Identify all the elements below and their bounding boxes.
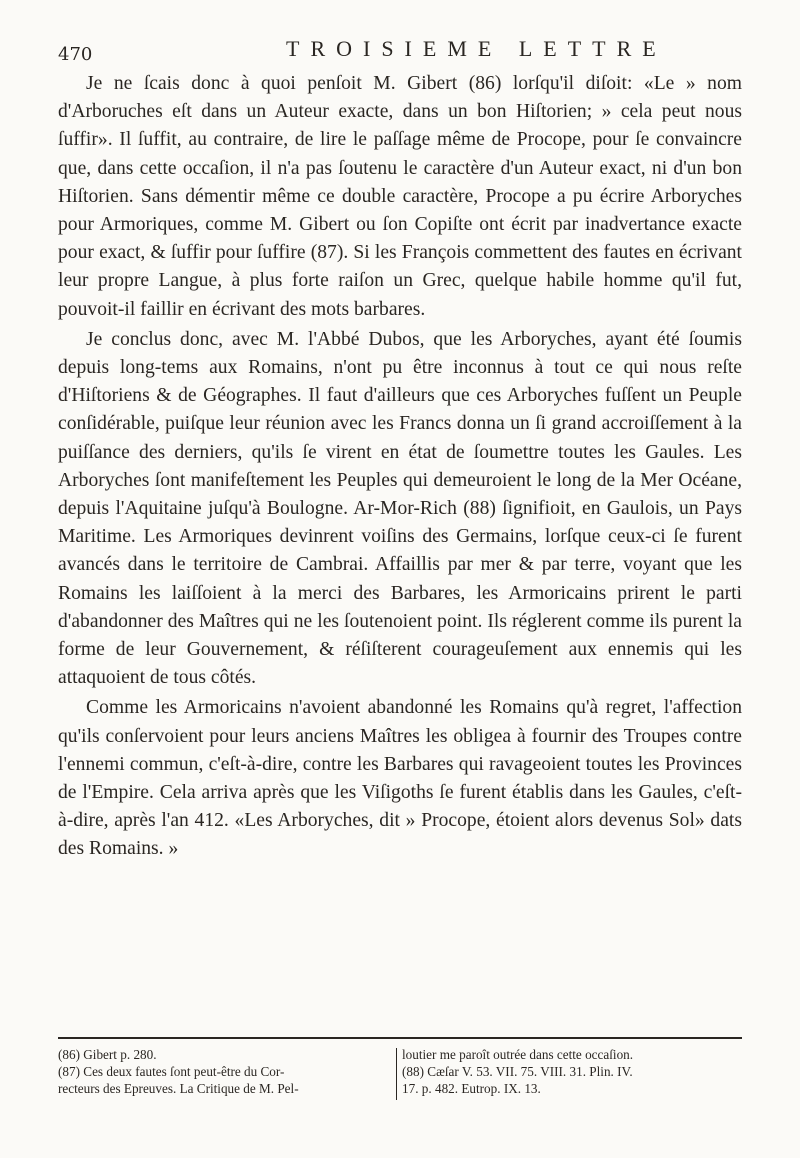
paragraph: Je ne ſcais donc à quoi penſoit M. Gibert (86) lorſqu'il diſoit: «Le » nom d'Arboruches eſt dans un Auteur exacte, dans un bon Hiſtorien; » cela peut nous ſuffir». Il ſuffit, au contraire, de lire le paſſage même de Procope, pour ſe convaincre que, dans cette occaſion, il n'a pas ſoutenu le caractère d'un Auteur exact, ni d'un bon Hiſtorien. Sans démentir même ce double caractère, Procope a pu écrire Arboryches pour Armoriques, comme M. Gibert ou ſon Copiſte ont écrit par inadvertance exacte pour exact, & ſuffir pour ſuffire (87). Si les François commettent des fautes en écrivant leur propre Langue, à plus forte raiſon un Grec, quelque habile homme qu'il fut, pouvoit-il faillir en écrivant des mots barbares. xyxy=(58,73,742,320)
footnotes-right-column xyxy=(402,1046,742,1097)
footnote-rule xyxy=(58,1037,742,1039)
footnote-line: (87) Ces deux fautes ſont peut-être du Cor- xyxy=(58,1064,285,1079)
paragraph: Comme les Armoricains n'avoient abandonné les Romains qu'à regret, l'affection qu'ils conſervoient pour leurs anciens Maîtres les obligea à fournir des Troupes contre l'ennemi commun, c'eſt-à-dire, contre les Barbares qui ravageoient toutes les Provinces de l'Empire. Cela arriva après que les Viſigoths ſe furent établis dans les Gaules, c'eſt-à-dire, après l'an 412. «Les Arboryches, dit » Procope, étoient alors devenus Sol» dats des Romains. » xyxy=(58,697,742,860)
running-title: TROISIEME LETTRE xyxy=(286,36,667,61)
footnote-line: 17. p. 482. Eutrop. IX. 13. xyxy=(402,1081,541,1096)
footnote-line: (88) Cæſar V. 53. VII. 75. VIII. 31. Plin. IV. xyxy=(402,1064,633,1079)
main-text xyxy=(58,70,742,864)
footnotes-left-column xyxy=(58,1046,392,1097)
page-number: 470 xyxy=(58,44,93,65)
footnote-line: recteurs des Epreuves. La Critique de M. Pel- xyxy=(58,1081,299,1096)
paragraph: Je conclus donc, avec M. l'Abbé Dubos, que les Arboryches, ayant été ſoumis depuis long-tems aux Romains, n'ont pu être inconnus à tout ce qui nous reſte d'Hiſtoriens & de Géographes. Il faut d'ailleurs que ces Arboryches fuſſent un Peuple conſidérable, puiſque leur réunion avec les Francs donna un ſi grand accroiſſement à la puiſſance des derniers, qu'ils ſe virent en état de ſoumettre toutes les Gaules. Les Arboryches ſont manifeſtement les Peuples qui demeuroient le long de la Mer Océane, depuis l'Aquitaine juſqu'à Boulogne. Ar-Mor-Rich (88) ſignifioit, en Gaulois, un Pays Maritime. Les Armoriques devinrent voiſins des Germains, lorſque ceux-ci ſe furent avancés dans le territoire de Cambrai. Affaillis par mer & par terre, voyant que les Romains les laiſſoient à la merci des Barbares, les Armoricains prirent le parti d'abandonner des Maîtres qui ne les ſoutenoient point. Ils réglerent comme ils purent la forme de leur Gouvernement, & réſiſterent courageuſement aux ennemis qui les attaquoient de tous côtés. xyxy=(58,328,742,689)
page-header xyxy=(58,36,740,66)
footnote-line: (86) Gibert p. 280. xyxy=(58,1047,157,1062)
footnote-column-divider xyxy=(396,1048,397,1100)
footnote-line: loutier me paroît outrée dans cette occaſion. xyxy=(402,1047,634,1062)
